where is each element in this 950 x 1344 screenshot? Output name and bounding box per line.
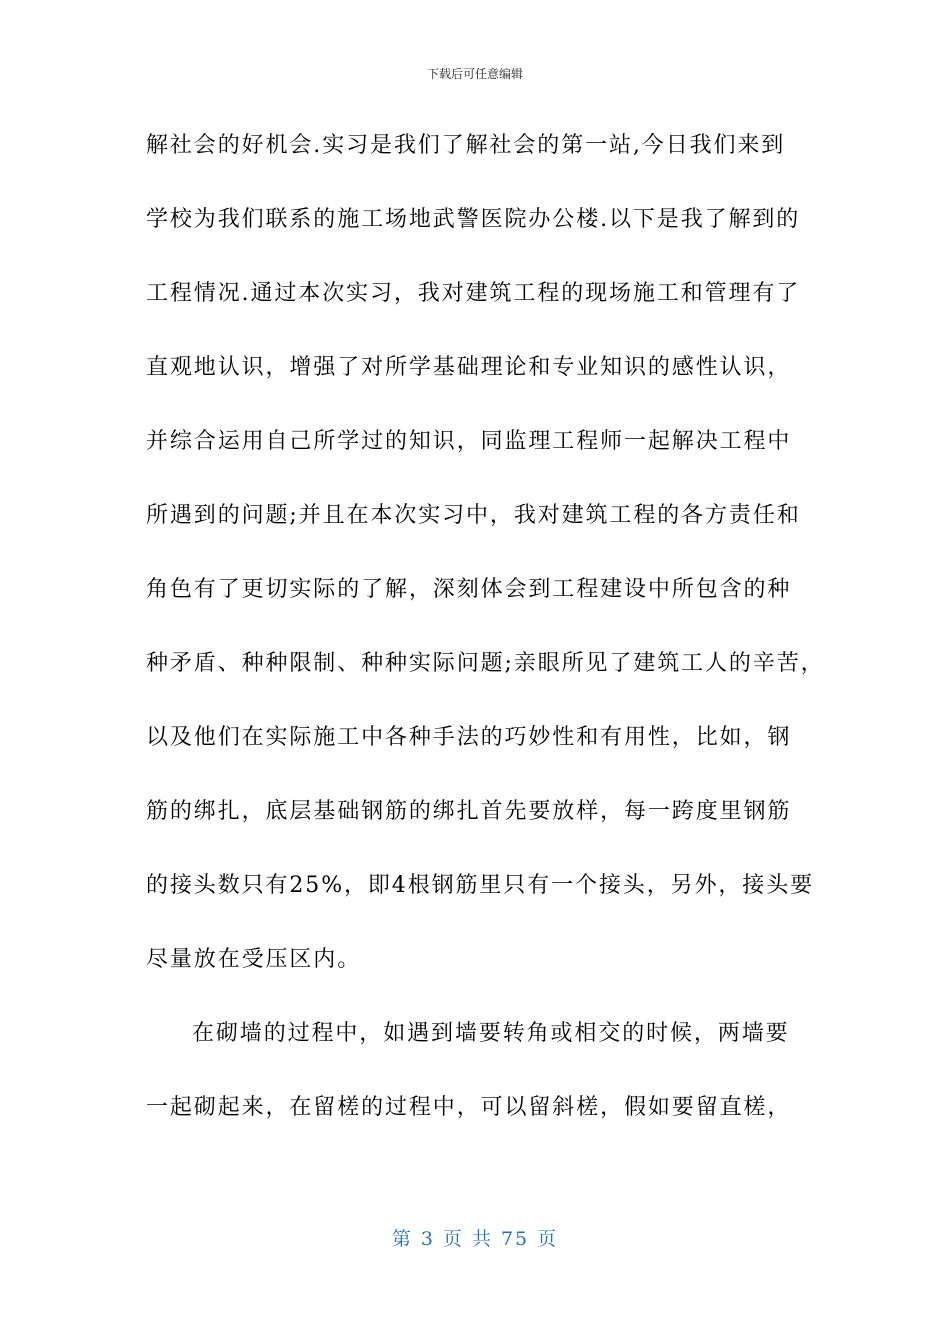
text-line-14: 一起砌起来，在留槎的过程中，可以留斜槎，假如要留直槎， xyxy=(146,1095,792,1120)
text-line-5: 并综合运用自己所学过的知识，同监理工程师一起解决工程中 xyxy=(146,429,792,454)
page-header: 下载后可任意编辑 xyxy=(426,67,523,81)
footer-prefix: 第 xyxy=(391,1228,413,1250)
footer-middle: 页 共 xyxy=(442,1228,493,1250)
document-body xyxy=(146,126,826,1162)
text-line-4: 直观地认识，增强了对所学基础理论和专业知识的感性认识， xyxy=(146,355,792,380)
text-line-12: 尽量放在受压区内。 xyxy=(146,947,362,972)
text-line-6: 所遇到的问题;并且在本次实习中，我对建筑工程的各方责任和 xyxy=(146,503,801,528)
text-line-11: 的接头数只有25%，即4根钢筋里只有一个接头，另外，接头要 xyxy=(146,873,814,898)
footer-suffix: 页 xyxy=(537,1228,559,1250)
text-line-9: 以及他们在实际施工中各种手法的巧妙性和有用性，比如，钢 xyxy=(146,725,792,750)
footer-total-pages: 75 xyxy=(500,1228,530,1250)
text-line-3: 工程情况.通过本次实习，我对建筑工程的现场施工和管理有了 xyxy=(146,281,801,306)
footer-page-number: 3 xyxy=(420,1228,435,1250)
text-line-13: 在砌墙的过程中，如遇到墙要转角或相交的时候，两墙要 xyxy=(192,1021,790,1046)
text-line-7: 角色有了更切实际的了解，深刻体会到工程建设中所包含的种 xyxy=(146,577,792,602)
text-line-8: 种矛盾、种种限制、种种实际问题;亲眼所见了建筑工人的辛苦， xyxy=(146,651,825,676)
page-footer xyxy=(0,1226,950,1252)
text-line-1: 解社会的好机会.实习是我们了解社会的第一站,今日我们来到 xyxy=(146,133,786,158)
text-line-10: 筋的绑扎，底层基础钢筋的绑扎首先要放样，每一跨度里钢筋 xyxy=(146,799,792,824)
text-line-2: 学校为我们联系的施工场地武警医院办公楼.以下是我了解到的 xyxy=(146,207,801,232)
